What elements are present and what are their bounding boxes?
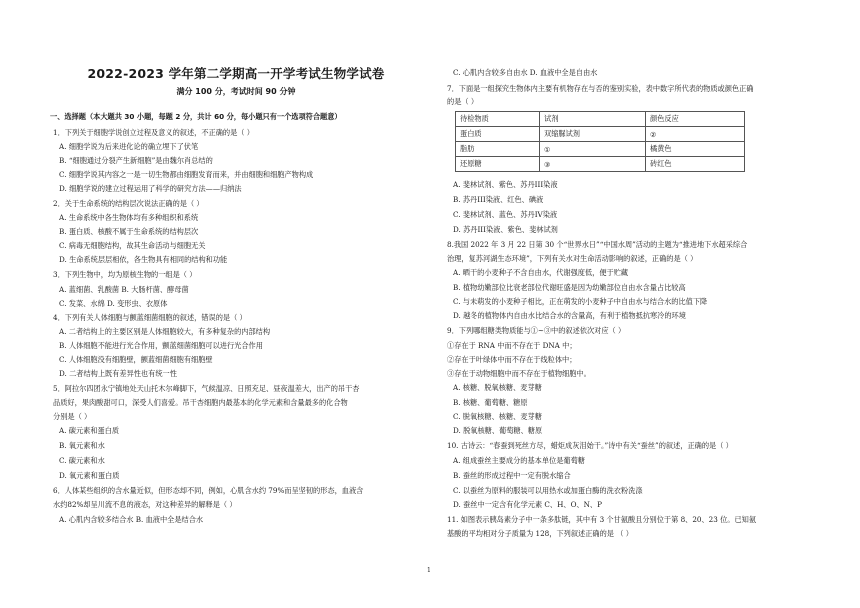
- option-line: B. 蚕丝的形成过程中一定有脱水缩合: [453, 471, 571, 480]
- option-line: C. 脱氧核糖、核糖、麦芽糖: [453, 412, 542, 421]
- option-line: B. 植物幼嫩部位比衰老部位代谢旺盛是因为幼嫩部位自由水含量占比较高: [453, 283, 686, 292]
- question-line: ①存在于 RNA 中而不存在于 DNA 中；: [447, 341, 577, 350]
- exam-title: 2022-2023 学年第二学期高一开学考试生物学试卷: [87, 66, 385, 81]
- option-line: A. 二者结构上的主要区别是人体细胞较大，有多种复杂的内部结构: [59, 327, 271, 336]
- table-cell: 脂肪: [456, 142, 540, 157]
- option-line: B. 核糖、葡萄糖、糖原: [453, 398, 528, 407]
- reagent-table: [455, 111, 745, 172]
- question-line: 7．下面是一组探究生物体内主要有机物存在与否的鉴别实验，表中数字所代表的物质或颜色正确: [447, 84, 754, 93]
- question-line: 4．下列有关人体细胞与颤蓝细菌细胞的叙述，错误的是（ ）: [53, 313, 247, 322]
- table-row: [456, 142, 745, 157]
- question-line: 品质好，果肉酸甜可口，深受人们喜爱。吊干杏细胞内最基本的化学元素和含量最多的化合物: [53, 398, 348, 407]
- question-line: 基酸的平均相对分子质量为 128，下列叙述正确的是 （ ）: [447, 529, 633, 538]
- option-line: C. 与未萌发的小麦种子相比，正在萌发的小麦种子中自由水与结合水的比值下降: [453, 297, 708, 306]
- option-line: A. 生命系统中各生物体均有多种组织和系统: [59, 213, 199, 222]
- question-line: 的是（ ）: [447, 97, 479, 106]
- table-row: [456, 127, 745, 142]
- table-cell: ②: [646, 127, 745, 142]
- question-line: 水约82%却呈川流不息的液态，对这种差异的解释是（ ）: [53, 500, 237, 509]
- question-line: 3．下列生物中，均为原核生物的一组是（ ）: [53, 270, 197, 279]
- option-line: C. 病毒无细胞结构，故其生命活动与细胞无关: [59, 241, 206, 250]
- option-line: D. 脱氧核糖、葡萄糖、糖原: [453, 426, 543, 435]
- option-line: D. 氧元素和蛋白质: [59, 471, 120, 480]
- table-cell: ③: [540, 157, 646, 172]
- question-line: ③存在于动物细胞中而不存在于植物细胞中。: [447, 369, 591, 378]
- question-line: 分别是（ ）: [53, 412, 92, 421]
- question-line: 8.我国 2022 年 3 月 22 日第 30 个“世界水日”“中国水周”活动的主题为“推进地下水超采综合: [447, 240, 748, 249]
- option-line: A. 晒干的小麦种子不含自由水，代谢强度低，便于贮藏: [453, 268, 629, 277]
- question-line: 10. 古诗云：“春蚕到死丝方尽，蜡炬成灰泪始干。”诗中有关“蚕丝”的叙述，正确的是（ ）: [447, 441, 733, 450]
- option-line: D. 蚕丝中一定含有化学元素 C、H、O、N、P: [453, 500, 602, 509]
- question-line: 9．下列哪组糖类物质能与①~③中的叙述依次对应（ ）: [447, 326, 626, 335]
- page-number: 1: [427, 567, 431, 574]
- option-line: A. 核糖、脱氧核糖、麦芽糖: [453, 383, 542, 392]
- table-cell: 橘黄色: [646, 142, 745, 157]
- option-line: A. 斐林试剂、紫色、苏丹III染液: [453, 180, 558, 189]
- option-line: D. 越冬的植物体内自由水比结合水的含量高，有利于植物抵抗寒冷的环境: [453, 311, 686, 320]
- option-line: B. 蛋白质、核酸不属于生命系统的结构层次: [59, 227, 199, 236]
- option-line: C. 以蚕丝为原料的服装可以用热水或加蛋白酶的洗衣粉洗涤: [453, 486, 643, 495]
- table-row: [456, 157, 745, 172]
- option-line: A. 碳元素和蛋白质: [59, 426, 120, 435]
- option-line: C. 细胞学说其内容之一是一切生物都由细胞发育而来，并由细胞和细胞产物构成: [59, 170, 314, 179]
- option-line: B. “细胞通过分裂产生新细胞”是由魏尔肖总结的: [59, 156, 213, 165]
- table-header-row: [456, 112, 745, 127]
- question-line: 治理，复苏河湖生态环境”，下列有关水对生命活动影响的叙述，正确的是（ ）: [447, 254, 698, 263]
- table-cell: 双缩脲试剂: [540, 127, 646, 142]
- question-line: 2．关于生命系统的结构层次说法正确的是（ ）: [53, 199, 204, 208]
- table-cell: 蛋白质: [456, 127, 540, 142]
- question-line: 1．下列关于细胞学说创立过程及意义的叙述，不正确的是（ ）: [53, 128, 254, 137]
- table-cell: 砖红色: [646, 157, 745, 172]
- option-line: D. 苏丹III染液、紫色、斐林试剂: [453, 225, 558, 234]
- option-line: D. 细胞学说的建立过程运用了科学的研究方法——归纳法: [59, 184, 242, 193]
- question-line: 5．阿拉尔四团永宁镇地处天山托木尔峰脚下，气候温凉、日照充足、昼夜温差大，出产的吊干杏: [53, 384, 360, 393]
- option-line: C. 心肌内含较多自由水 D. 血液中全是自由水: [453, 68, 598, 77]
- exam-subtitle: 满分 100 分，考试时间 90 分钟: [176, 87, 296, 96]
- option-line: D. 二者结构上既有差异性也有统一性: [59, 369, 177, 378]
- table-cell: 试剂: [540, 112, 646, 127]
- option-line: C. 人体细胞没有细胞壁，颤蓝细菌细胞有细胞壁: [59, 355, 213, 364]
- option-line: A. 心肌内含较多结合水 B. 血液中全是结合水: [59, 515, 204, 524]
- question-line: 11. 如图表示胰岛素分子中一条多肽链，其中有 3 个甘氨酸且分别位于第 8、20、23 位。已知氨: [447, 515, 757, 524]
- option-line: A. 组成蚕丝主要成分的基本单位是葡萄糖: [453, 456, 585, 465]
- option-line: A. 细胞学说为后来进化论的确立埋下了伏笔: [59, 142, 199, 151]
- table-cell: 待检物质: [456, 112, 540, 127]
- option-line: B. 苏丹III染液、红色、碘液: [453, 195, 544, 204]
- option-line: C. 碳元素和水: [59, 456, 105, 465]
- option-line: A. 蓝细菌、乳酸菌 B. 大肠杆菌、酵母菌: [59, 285, 189, 294]
- table-cell: 颜色反应: [646, 112, 745, 127]
- section-heading: 一、选择题（本大题共 30 小题，每题 2 分，共计 60 分，每小题只有一个选项符合题意）: [50, 112, 342, 121]
- option-line: D. 生命系统层层相依，各生物具有相同的结构和功能: [59, 255, 228, 264]
- table-cell: 还原糖: [456, 157, 540, 172]
- option-line: C. 斐林试剂、蓝色、苏丹IV染液: [453, 210, 558, 219]
- option-line: C. 发菜、水绵 D. 变形虫、衣原体: [59, 299, 168, 308]
- table-cell: ①: [540, 142, 646, 157]
- option-line: B. 人体细胞不能进行光合作用，颤蓝细菌细胞可以进行光合作用: [59, 341, 263, 350]
- question-line: ②存在于叶绿体中而不存在于线粒体中；: [447, 355, 577, 364]
- question-line: 6．人体某些组织的含水量近似，但形态却不同，例如，心肌含水约 79%而呈坚韧的形态，血液含: [53, 486, 364, 495]
- option-line: B. 氧元素和水: [59, 441, 105, 450]
